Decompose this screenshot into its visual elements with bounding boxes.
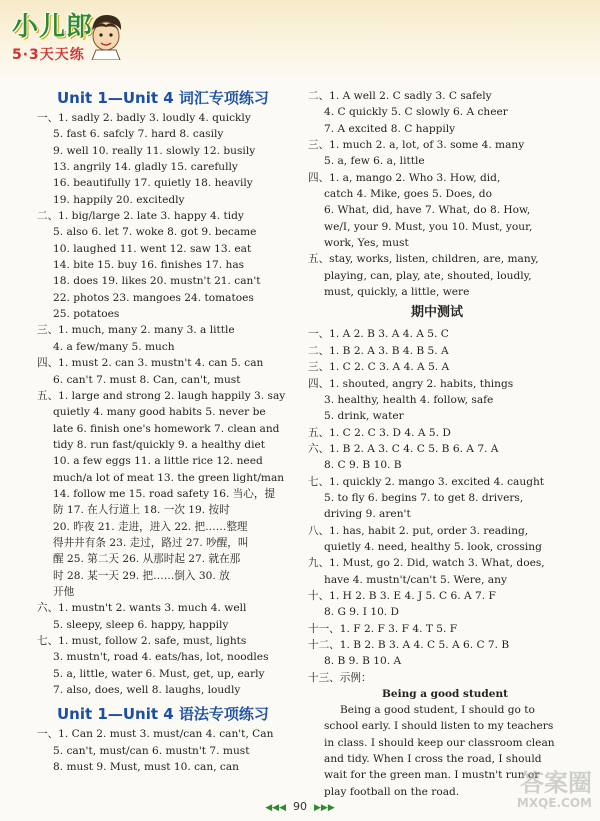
answer-line: quietly 4. need, healthy 5. look, crossing <box>324 540 542 553</box>
answer-line: 9. well 10. really 11. slowly 12. busily <box>53 144 256 157</box>
book-logo <box>8 4 128 74</box>
answer-line: 5. can't, must/can 6. mustn't 7. must <box>53 744 250 757</box>
answer-line: 7. also, does, well 8. laughs, loudly <box>53 684 241 697</box>
answer-line: 六、1. B 2. A 3. C 4. C 5. B 6. A 7. A <box>308 442 499 455</box>
essay-line: wait for the green man. I mustn't run or <box>324 769 540 782</box>
answer-line: 三、1. C 2. C 3. A 4. A 5. A <box>308 361 450 374</box>
answer-line: 8. must 9. Must, must 10. can, can <box>53 761 240 774</box>
answer-line: 5. a, few 6. a, little <box>324 155 425 168</box>
answer-line: playing, can, play, ate, shouted, loudly, <box>324 269 532 282</box>
essay-line: play football on the road. <box>324 785 460 798</box>
answer-line: 10. a few eggs 11. a little rice 12. need <box>53 455 263 468</box>
answer-line: 十二、1. B 2. B 3. A 4. C 5. A 6. C 7. B <box>308 639 510 651</box>
answer-line: 四、1. a, mango 2. Who 3. How, did, <box>308 171 501 184</box>
section-heading: Unit 1—Unit 4 词汇专项练习 <box>57 89 269 107</box>
answer-line: 八、1. has, habit 2. put, order 3. reading, <box>308 524 529 537</box>
cartoon-boy-icon <box>86 12 126 60</box>
answer-line: tidy 8. run fast/quickly 9. a healthy diet <box>53 438 265 451</box>
answer-line: 5. to fly 6. begins 7. to get 8. drivers, <box>324 491 524 504</box>
logo-subtitle: 5·3天天练 <box>12 47 85 63</box>
watermark <box>517 770 592 810</box>
answer-line: we/I, your 9. Must, you 10. Must, your, <box>324 220 533 233</box>
page-number: 90 <box>293 800 307 813</box>
answer-line: 二、1. B 2. A 3. B 4. B 5. A <box>308 344 449 357</box>
answer-line: 醒 25. 第二天 26. 从那时起 27. 就在那 <box>53 553 241 566</box>
answer-line: 7. A excited 8. C happily <box>324 122 456 135</box>
answer-line: 5. fast 6. safcly 7. hard 8. casily <box>53 128 224 141</box>
answer-line: 20. 昨夜 21. 走进，进入 22. 把……整理 <box>53 520 248 533</box>
answer-line: 8. G 9. I 10. D <box>324 606 400 619</box>
answer-line: 时 28. 某一天 29. 把……倒入 30. 放 <box>53 569 230 582</box>
answer-line: 6. What, did, have 7. What, do 8. How, <box>324 204 531 217</box>
answer-line: 6. can't 7. must 8. Can, can't, must <box>53 373 241 386</box>
answer-line: 五、1. large and strong 2. laugh happily 3. say <box>37 389 286 402</box>
answer-line: catch 4. Mike, goes 5. Does, do <box>324 188 492 201</box>
answer-line: 得井井有条 23. 走过，路过 27. 吵醒，叫 <box>53 536 249 549</box>
answer-line: have 4. mustn't/can't 5. Were, any <box>324 573 507 586</box>
answer-line: 5. a, little, water 6. Must, get, up, early <box>53 667 265 680</box>
answer-line: 十一、1. F 2. F 3. F 4. T 5. F <box>308 622 458 635</box>
answer-line: 五、stay, works, listen, children, are, many, <box>308 253 539 266</box>
essay-line: Being a good student, I should go to <box>340 704 535 717</box>
answer-line: 22. photos 23. mangoes 24. tomatoes <box>53 291 254 304</box>
answer-line: 七、1. must, follow 2. safe, must, lights <box>37 635 247 647</box>
section-heading: 期中测试 <box>410 305 463 321</box>
answer-line: 5. also 6. let 7. woke 8. got 9. became <box>53 226 257 239</box>
answer-line: late 6. finish one's homework 7. clean and <box>53 422 280 435</box>
watermark-text: 答案圈 <box>520 769 592 797</box>
answer-line: 25. potatoes <box>53 308 120 321</box>
answer-line: 六、1. mustn't 2. wants 3. much 4. well <box>37 602 247 615</box>
answer-line: 18. does 19. likes 20. mustn't 21. can't <box>53 275 261 288</box>
answer-line: 16. beautifully 17. quietly 18. heavily <box>53 177 253 190</box>
left-arrows-icon: ◀◀◀ <box>265 803 286 813</box>
essay-line: school early. I should listen to my teachers <box>324 720 554 733</box>
answer-line: 10. laughed 11. went 12. saw 13. eat <box>53 242 252 255</box>
answer-line: 十三、示例： <box>308 671 372 684</box>
answer-line: 4. a few/many 5. much <box>53 340 175 353</box>
answer-line: 四、1. must 2. can 3. mustn't 4. can 5. can <box>37 357 264 370</box>
answer-line: 14. follow me 15. road safety 16. 当心，提 <box>53 487 276 500</box>
page-header <box>0 0 600 82</box>
answer-line: 13. angrily 14. gladly 15. carefully <box>53 161 238 174</box>
answer-line: work, Yes, must <box>324 237 409 250</box>
answer-line: 开他 <box>53 585 75 598</box>
answer-line: 5. drink, water <box>324 410 404 423</box>
answer-line: 4. C quickly 5. C slowly 6. A cheer <box>324 106 508 119</box>
answer-line: 3. mustn't, road 4. eats/has, lot, noodles <box>53 651 269 664</box>
answer-line: 十、1. H 2. B 3. E 4. J 5. C 6. A 7. F <box>308 589 496 602</box>
section-heading: Unit 1—Unit 4 语法专项练习 <box>57 705 269 724</box>
answer-line: 8. B 9. B 10. A <box>324 655 402 668</box>
essay-title: Being a good student <box>382 688 508 701</box>
essay-line: and tidy. When I cross the road, I should <box>324 752 542 765</box>
answer-line: 14. bite 15. buy 16. finishes 17. has <box>53 259 245 272</box>
answer-line: 三、1. much 2. a, lot, of 3. some 4. many <box>308 139 525 152</box>
answer-line: 防 17. 在人行道上 18. 一次 19. 按时 <box>53 504 230 517</box>
watermark-url: MXQE.COM <box>516 796 592 810</box>
answer-line: 七、1. quickly 2. mango 3. excited 4. caught <box>308 475 545 488</box>
answer-line: 一、1. A 2. B 3. A 4. A 5. C <box>308 328 449 341</box>
answer-line: driving 9. aren't <box>324 508 411 521</box>
right-arrows-icon: ▶▶▶ <box>314 803 335 813</box>
answer-line: 九、1. Must, go 2. Did, watch 3. What, does, <box>308 557 545 570</box>
answer-line: 二、1. A well 2. C sadly 3. C safely <box>308 90 492 102</box>
answer-line: 三、1. much, many 2. many 3. a little <box>37 324 235 337</box>
answer-line: 8. C 9. B 10. B <box>324 459 402 472</box>
essay-line: in class. I should keep our classroom clean <box>324 736 555 749</box>
answer-line: quietly 4. many good habits 5. never be <box>53 406 266 419</box>
answer-line: 19. happily 20. excitedly <box>53 193 185 206</box>
answer-line: 一、1. sadly 2. badly 3. loudly 4. quickly <box>37 112 251 124</box>
answer-line: 3. healthy, health 4. follow, safe <box>324 393 494 406</box>
answer-line: 5. sleepy, sleep 6. happy, happily <box>53 618 229 631</box>
answer-line: much/a lot of meat 13. the green light/man <box>53 471 285 484</box>
logo-title: 小儿郎 <box>12 12 94 42</box>
right-answer-column <box>308 88 566 800</box>
answer-line: 五、1. C 2. C 3. D 4. A 5. D <box>308 426 451 439</box>
answer-line: must, quickly, a little, were <box>324 286 470 299</box>
left-answer-column <box>37 88 295 775</box>
answer-line: 一、1. Can 2. must 3. must/can 4. can't, Can <box>37 728 274 741</box>
answer-line: 二、1. big/large 2. late 3. happy 4. tidy <box>37 210 244 223</box>
answer-line: 四、1. shouted, angry 2. habits, things <box>308 377 514 390</box>
page-footer <box>0 800 600 818</box>
